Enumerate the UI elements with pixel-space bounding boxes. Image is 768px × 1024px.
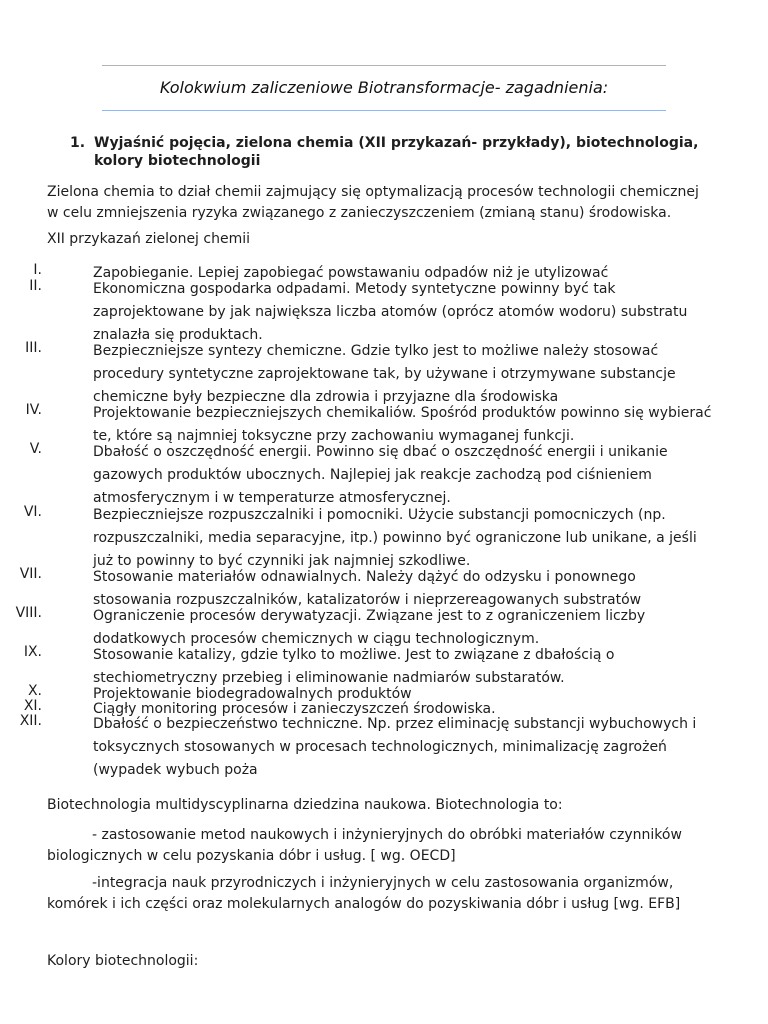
list-item-line: Bezpieczniejsze rozpuszczalniki i pomocniki. Użycie substancji pomocniczych (np. — [93, 507, 666, 523]
list-item-line: Ekonomiczna gospodarka odpadami. Metody syntetyczne powinny być tak — [93, 281, 616, 297]
list-item-line: chemiczne były bezpieczne dla zdrowia i przyjazne dla środowiska — [93, 389, 559, 405]
list-item-line: Dbałość o bezpieczeństwo techniczne. Np. przez eliminację substancji wybuchowych i — [93, 716, 697, 732]
list-item-line: Projektowanie biodegradowalnych produktów — [93, 686, 412, 702]
list-item-line: Ograniczenie procesów derywatyzacji. Związane jest to z ograniczeniem liczby — [93, 608, 646, 624]
list-item-number: IV. — [25, 402, 42, 418]
list-item-number: VII. — [19, 566, 42, 582]
list-item-line: znalazła się produktach. — [93, 327, 263, 343]
paragraph-line: -integracja nauk przyrodniczych i inżynieryjnych w celu zastosowania organizmów, — [92, 875, 674, 891]
list-item-line: te, które są najmniej toksyczne przy zachowaniu wymaganej funkcji. — [93, 428, 575, 444]
paragraph-line: w celu zmniejszenia ryzyka związanego z zanieczyszczeniem (zmianą stanu) środowiska. — [47, 205, 672, 221]
list-item-line: Stosowanie materiałów odnawialnych. Należy dążyć do odzysku i ponownego — [93, 569, 636, 585]
list-item-number: III. — [25, 340, 42, 356]
list-item-line: już to powinny to być czynniki jak najmniej szkodliwe. — [93, 553, 471, 569]
biotechnology-definition-efb — [47, 873, 737, 915]
section-number: 1. — [70, 135, 86, 151]
list-item-line: Projektowanie bezpieczniejszych chemikaliów. Spośród produktów powinno się wybierać — [93, 405, 712, 421]
list-item-number: X. — [27, 683, 42, 699]
paragraph-line: - zastosowanie metod naukowych i inżynieryjnych do obróbki materiałów czynników — [92, 827, 682, 843]
list-item-line: procedury syntetyczne zaprojektowane tak, by używane i otrzymywane substancje — [93, 366, 676, 382]
list-item-line: toksycznych stosowanych w procesach technologicznych, minimalizację zagrożeń — [93, 739, 667, 755]
title-bottom-rule — [102, 110, 666, 111]
section-heading-line: Wyjaśnić pojęcia, zielona chemia (XII przykazań- przykłady), biotechnologia, — [94, 135, 699, 151]
list-item-number: I. — [33, 262, 42, 278]
green-chemistry-definition — [47, 182, 737, 224]
list-item-line: Stosowanie katalizy, gdzie tylko to możliwe. Jest to związane z dbałością o — [93, 647, 615, 663]
list-title: XII przykazań zielonej chemii — [47, 231, 250, 247]
biotechnology-definition-oecd — [47, 825, 737, 867]
list-item-number: II. — [29, 278, 42, 294]
list-item-line: gazowych produktów ubocznych. Najlepiej jak reakcje zachodzą pod ciśnieniem — [93, 467, 652, 483]
list-item-line: Zapobieganie. Lepiej zapobiegać powstawaniu odpadów niż je utylizować — [93, 265, 609, 281]
document-title: Kolokwium zaliczeniowe Biotransformacje- zagadnienia: — [159, 78, 609, 97]
list-item-line: Dbałość o oszczędność energii. Powinno się dbać o oszczędność energii i unikanie — [93, 444, 668, 460]
paragraph-line: biologicznych w celu pozyskania dóbr i usług. [ wg. OECD] — [47, 848, 456, 864]
list-item-number: VI. — [23, 504, 42, 520]
biotechnology-colors-heading: Kolory biotechnologii: — [47, 953, 199, 969]
list-item-number: XII. — [19, 713, 42, 729]
list-item-line: stosowania rozpuszczalników, katalizatorów i nieprzereagowanych substratów — [93, 592, 642, 608]
title-top-rule — [102, 65, 666, 66]
list-item-line: Bezpieczniejsze syntezy chemiczne. Gdzie tylko jest to możliwe należy stosować — [93, 343, 659, 359]
section-heading — [70, 134, 730, 170]
list-item-line: dodatkowych procesów chemicznych w ciągu technologicznym. — [93, 631, 540, 647]
list-item-line: rozpuszczalniki, media separacyjne, itp.) powinno być ograniczone lub unikane, a jeśli — [93, 530, 697, 546]
list-item-number: IX. — [23, 644, 42, 660]
list-item-line: stechiometryczny przebieg i eliminowanie nadmiarów substaratów. — [93, 670, 565, 686]
list-item-line: zaprojektowane by jak największa liczba atomów (oprócz atomów wodoru) substratu — [93, 304, 688, 320]
list-item-number: VIII. — [15, 605, 42, 621]
paragraph-line: komórek i ich części oraz molekularnych analogów do pozyskiwania dóbr i usług [wg. EFB] — [47, 896, 681, 912]
section-heading-line: kolory biotechnologii — [94, 153, 261, 169]
biotechnology-intro: Biotechnologia multidyscyplinarna dziedzina naukowa. Biotechnologia to: — [47, 797, 563, 813]
list-item-number: V. — [29, 441, 42, 457]
list-item-line: (wypadek wybuch poża — [93, 762, 258, 778]
list-item-number: XI. — [23, 698, 42, 714]
list-item-line: atmosferycznym i w temperaturze atmosferycznej. — [93, 490, 451, 506]
list-item-line: Ciągły monitoring procesów i zanieczyszczeń środowiska. — [93, 701, 496, 717]
paragraph-line: Zielona chemia to dział chemii zajmujący się optymalizacją procesów technologii chemicznej — [47, 184, 699, 200]
